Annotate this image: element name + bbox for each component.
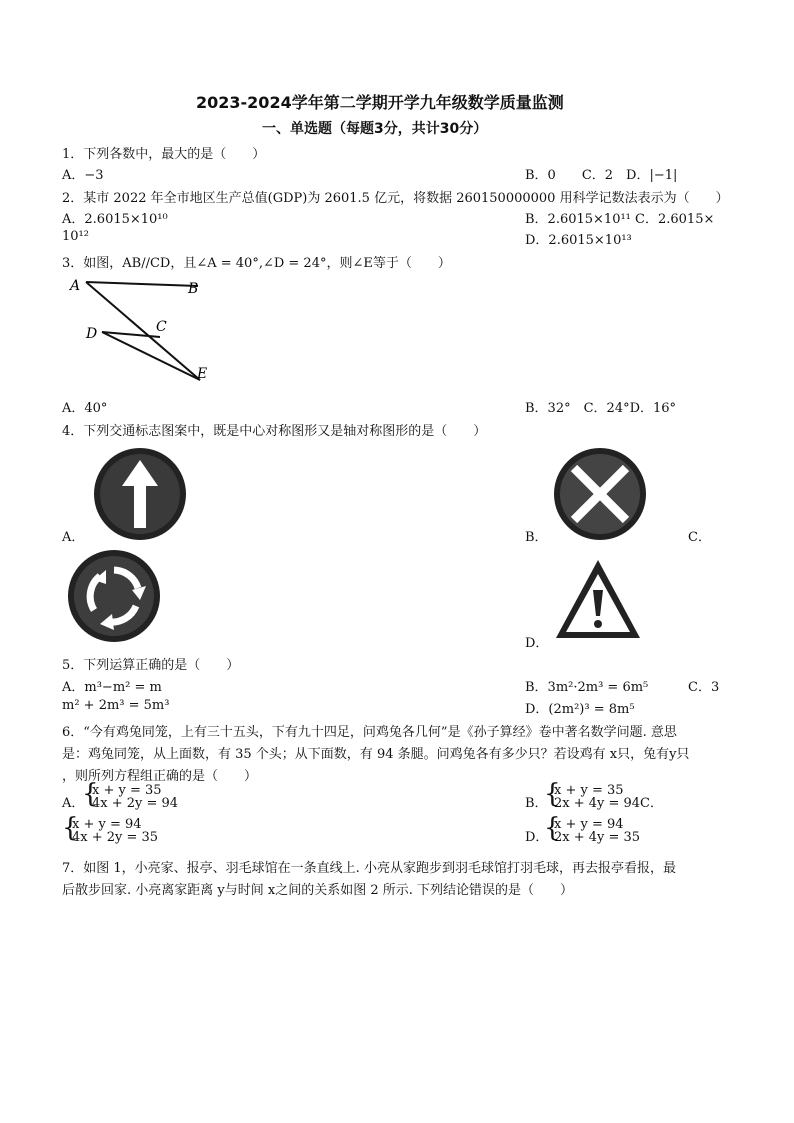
q6-option-b-label: B． xyxy=(525,796,548,811)
q2-options-bc: B．2.6015×10¹¹ C．2.6015× xyxy=(525,212,715,227)
q2-stem: 2．某市 2022 年全市地区生产总值(GDP)为 2601.5 亿元，将数据 260150000000 用科学记数法表示为（ ） xyxy=(62,191,729,206)
no-stopping-sign-icon xyxy=(552,446,648,542)
label-d: D xyxy=(86,326,98,342)
q6-b-eq1: x + y = 35 xyxy=(554,783,624,798)
q1-stem: 1．下列各数中，最大的是（ ） xyxy=(62,147,266,162)
label-c: C xyxy=(156,319,167,335)
q1-options-bcd: B．0 C．2 D．|−1| xyxy=(525,168,678,183)
q6-option-c-system: { x + y = 94 4x + 2y = 35 xyxy=(62,813,159,845)
up-arrow-sign-icon xyxy=(92,446,188,542)
label-e: E xyxy=(197,366,208,382)
q6-a-eq1: x + y = 35 xyxy=(92,783,162,798)
roundabout-sign-icon xyxy=(66,548,162,644)
q3-stem: 3．如图，AB//CD，且∠A = 40°,∠D = 24°，则∠E等于（ ） xyxy=(62,256,451,271)
q5-option-c: C．3 xyxy=(688,680,720,695)
q1-option-a: A．−3 xyxy=(62,168,104,183)
segment-ae xyxy=(86,282,200,380)
q4-option-b: B． xyxy=(525,530,548,545)
q3-options-bcd: B．32° C．24°D．16° xyxy=(525,401,677,416)
section-heading: 一、单选题（每题3分，共计30分） xyxy=(262,121,488,137)
q6-a-eq2: 4x + 2y = 94 xyxy=(92,796,179,811)
q6-d-eq2: 2x + 4y = 35 xyxy=(554,830,641,845)
label-a: A xyxy=(70,278,81,294)
q6-d-eq1: x + y = 94 xyxy=(554,817,624,832)
q3-option-a: A．40° xyxy=(62,401,108,416)
q2-option-c-continued: 10¹² xyxy=(62,229,89,244)
q6-c-eq1: x + y = 94 xyxy=(72,817,142,832)
q4-stem: 4．下列交通标志图案中，既是中心对称图形又是轴对称图形的是（ ） xyxy=(62,424,487,439)
q2-option-a: A．2.6015×10¹⁰ xyxy=(62,212,168,227)
q6-c-eq2: 4x + 2y = 35 xyxy=(72,830,159,845)
label-b: B xyxy=(188,281,199,297)
q6-stem-line2: 是：鸡兔同笼，从上面数，有 35 个头；从下面数，有 94 条腿。问鸡兔各有多少只？若设鸡有 x只，兔有y只 xyxy=(62,747,690,762)
q3-geometry-figure xyxy=(60,276,220,388)
q6-option-b-system: { x + y = 35 2x + 4y = 94 xyxy=(544,779,641,811)
q6-option-a-label: A． xyxy=(62,796,85,811)
q6-option-d-system: { x + y = 94 2x + 4y = 35 xyxy=(544,813,641,845)
q7-stem-line2: 后散步回家. 小亮离家距离 y与时间 x之间的关系如图 2 所示. 下列结论错误的是（ ） xyxy=(62,883,574,898)
q6-option-a-system: { x + y = 35 4x + 2y = 94 xyxy=(82,779,179,811)
q5-option-b: B．3m²·2m³ = 6m⁵ xyxy=(525,680,649,695)
q4-option-c: C． xyxy=(688,530,711,545)
q4-option-d: D． xyxy=(525,636,549,651)
warning-sign-icon xyxy=(552,556,644,642)
segment-de xyxy=(102,332,200,380)
q4-option-a: A． xyxy=(62,530,85,545)
q6-stem-line3: ，则所列方程组正确的是（ ） xyxy=(62,769,258,784)
segment-ab xyxy=(86,282,198,286)
q7-stem-line1: 7．如图 1，小亮家、报亭、羽毛球馆在一条直线上. 小亮从家跑步到羽毛球馆打羽毛球，再去报亭看报，最 xyxy=(62,861,676,876)
q5-option-a: A．m³−m² = m xyxy=(62,680,162,695)
q6-b-eq2: 2x + 4y = 94 xyxy=(554,796,641,811)
q2-option-d: D．2.6015×10¹³ xyxy=(525,233,632,248)
q6-option-c-label: C． xyxy=(640,796,663,811)
page-title: 2023-2024学年第二学期开学九年级数学质量监测 xyxy=(196,93,564,112)
q6-option-d-label: D． xyxy=(525,830,549,845)
q5-option-c-continued: m² + 2m³ = 5m³ xyxy=(62,698,170,713)
q6-stem-line1: 6．“今有鸡兔同笼，上有三十五头，下有九十四足，问鸡兔各几何”是《孙子算经》卷中著名数学问题. 意思 xyxy=(62,725,677,740)
q5-option-d: D．(2m²)³ = 8m⁵ xyxy=(525,702,635,717)
q5-stem: 5．下列运算正确的是（ ） xyxy=(62,658,240,673)
